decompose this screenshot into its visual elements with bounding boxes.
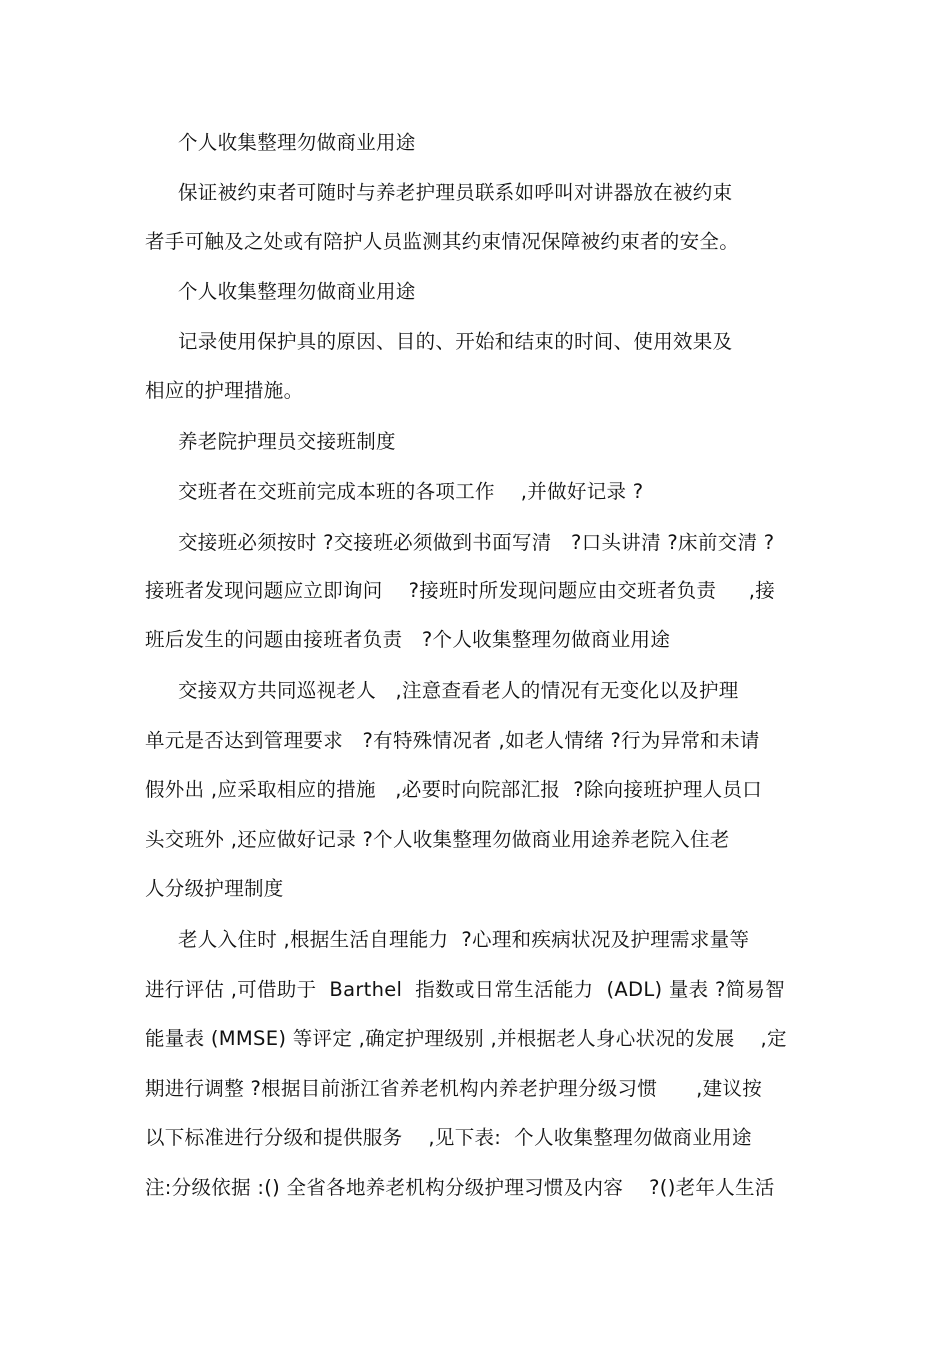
text-line: 个人收集整理勿做商业用途	[178, 131, 416, 154]
text-line: 者手可触及之处或有陪护人员监测其约束情况保障被约束者的安全。	[145, 230, 740, 253]
text-line: 交接班必须按时 ?交接班必须做到书面写清 ?口头讲清 ?床前交清 ?	[178, 531, 775, 554]
text-line: 能量表 (MMSE) 等评定 ,确定护理级别 ,并根据老人身心状况的发展 ,定	[145, 1027, 787, 1050]
text-line: 交接双方共同巡视老人 ,注意查看老人的情况有无变化以及护理	[178, 679, 739, 702]
text-line: 以下标准进行分级和提供服务 ,见下表: 个人收集整理勿做商业用途	[145, 1126, 752, 1149]
text-line: 进行评估 ,可借助于 Barthel 指数或日常生活能力 (ADL) 量表 ?简易智	[145, 978, 786, 1001]
text-line: 相应的护理措施。	[145, 379, 304, 402]
text-line: 班后发生的问题由接班者负责 ?个人收集整理勿做商业用途	[145, 628, 671, 651]
text-line: 老人入住时 ,根据生活自理能力 ?心理和疾病状况及护理需求量等	[178, 928, 750, 951]
text-line: 期进行调整 ?根据目前浙江省养老机构内养老护理分级习惯 ,建议按	[145, 1077, 763, 1100]
text-line: 假外出 ,应采取相应的措施 ,必要时向院部汇报 ?除向接班护理人员口	[145, 778, 763, 801]
text-line: 交班者在交班前完成本班的各项工作 ,并做好记录 ?	[178, 480, 644, 503]
text-line: 人分级护理制度	[145, 877, 284, 900]
text-line: 接班者发现问题应立即询问 ?接班时所发现问题应由交班者负责 ,接	[145, 579, 776, 602]
text-line: 注:分级依据 :() 全省各地养老机构分级护理习惯及内容 ?()老年人生活	[145, 1176, 775, 1199]
text-line: 头交班外 ,还应做好记录 ?个人收集整理勿做商业用途养老院入住老	[145, 828, 730, 851]
text-line: 记录使用保护具的原因、目的、开始和结束的时间、使用效果及	[178, 330, 733, 353]
text-line: 单元是否达到管理要求 ?有特殊情况者 ,如老人情绪 ?行为异常和未请	[145, 729, 760, 752]
section-heading: 养老院护理员交接班制度	[178, 430, 396, 453]
text-line: 保证被约束者可随时与养老护理员联系如呼叫对讲器放在被约束	[178, 181, 733, 204]
text-line: 个人收集整理勿做商业用途	[178, 280, 416, 303]
